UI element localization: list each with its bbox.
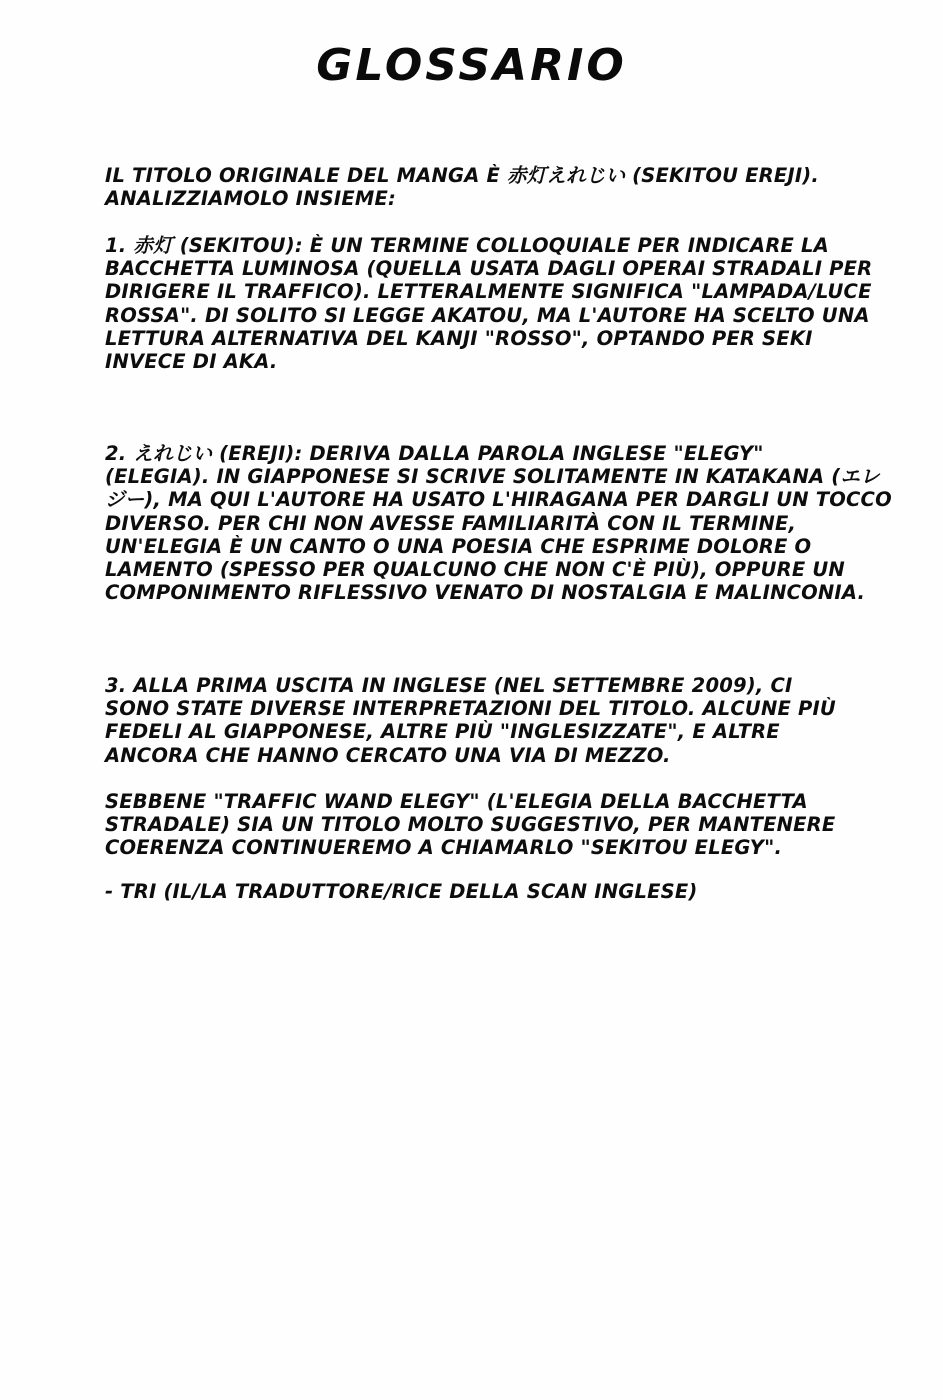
- intro-paragraph: [105, 164, 865, 210]
- entry-line: COERENZA CONTINUEREMO A CHIAMARLO "SEKITOU ELEGY".: [105, 836, 783, 860]
- page-title: GLOSSARIO: [316, 40, 627, 91]
- entry-line: FEDELI AL GIAPPONESE, ALTRE PIÙ "INGLESIZZATE", E ALTRE: [105, 720, 780, 744]
- entry-line: BACCHETTA LUMINOSA (QUELLA USATA DAGLI OPERAI STRADALI PER: [105, 257, 873, 281]
- intro-line: ANALIZZIAMOLO INSIEME:: [105, 187, 397, 211]
- intro-line: IL TITOLO ORIGINALE DEL MANGA È 赤灯えれじい (SEKITOU EREJI).: [105, 164, 820, 187]
- entry-line: (ELEGIA). IN GIAPPONESE SI SCRIVE SOLITAMENTE IN KATAKANA (エレ: [105, 465, 880, 489]
- entry-line: INVECE DI AKA.: [105, 350, 278, 374]
- entry-line: SEBBENE "TRAFFIC WAND ELEGY" (L'ELEGIA DELLA BACCHETTA: [105, 790, 808, 813]
- entry-line: ジー), MA QUI L'AUTORE HA USATO L'HIRAGANA PER DARGLI UN TOCCO: [105, 488, 892, 512]
- entry-line: LAMENTO (SPESSO PER QUALCUNO CHE NON C'È PIÙ), OPPURE UN: [105, 558, 845, 582]
- entry-line: UN'ELEGIA È UN CANTO O UNA POESIA CHE ESPRIME DOLORE O: [105, 534, 812, 558]
- entry-line: COMPONIMENTO RIFLESSIVO VENATO DI NOSTALGIA E MALINCONIA.: [105, 581, 866, 605]
- entry-line: STRADALE) SIA UN TITOLO MOLTO SUGGESTIVO, PER MANTENERE: [105, 813, 836, 837]
- entry-line: SONO STATE DIVERSE INTERPRETAZIONI DEL TITOLO. ALCUNE PIÙ: [105, 697, 836, 721]
- entry-line: DIVERSO. PER CHI NON AVESSE FAMILIARITÀ CON IL TERMINE,: [105, 511, 797, 535]
- entry-line: ANCORA CHE HANNO CERCATO UNA VIA DI MEZZO.: [105, 743, 671, 767]
- signature-line: - TRI (IL/LA TRADUTTORE/RICE DELLA SCAN INGLESE): [105, 880, 698, 903]
- entry-line: ROSSA". DI SOLITO SI LEGGE AKATOU, MA L'AUTORE HA SCELTO UNA: [105, 303, 870, 327]
- glossary-entry-sekitou: [105, 234, 873, 374]
- title-note-paragraph: [105, 790, 865, 860]
- entry-line: 1. 赤灯 (SEKITOU): È UN TERMINE COLLOQUIALE PER INDICARE LA: [105, 234, 829, 257]
- glossary-entry-ereji: [105, 442, 892, 605]
- entry-line: 3. ALLA PRIMA USCITA IN INGLESE (NEL SETTEMBRE 2009), CI: [105, 674, 793, 697]
- entry-line: 2. えれじい (EREJI): DERIVA DALLA PAROLA INGLESE "ELEGY": [105, 442, 764, 465]
- entry-line: LETTURA ALTERNATIVA DEL KANJI "ROSSO", OPTANDO PER SEKI: [105, 326, 813, 350]
- glossary-entry-english-release: [105, 674, 865, 767]
- translator-signature: [105, 880, 865, 903]
- entry-line: DIRIGERE IL TRAFFICO). LETTERALMENTE SIGNIFICA "LAMPADA/LUCE: [105, 280, 872, 304]
